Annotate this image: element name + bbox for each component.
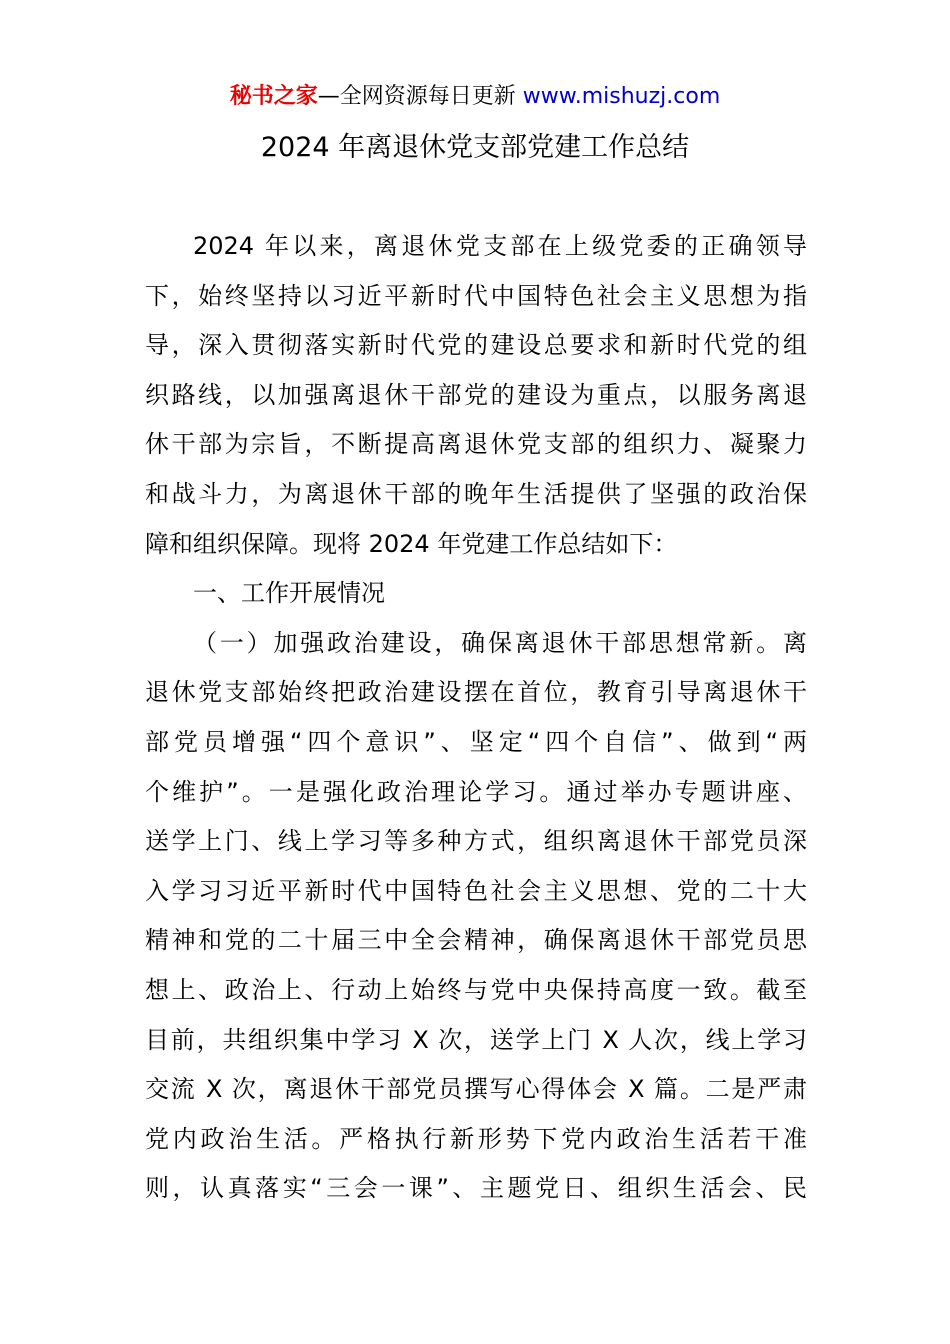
body-line: 目前，共组织集中学习 X 次，送学上门 X 人次，线上学习 [145,1025,807,1054]
body-line: 织路线，以加强离退休干部党的建设为重点，以服务离退 [145,380,807,409]
site-header [0,80,950,114]
body-line: 送学上门、线上学习等多种方式，组织离退休干部党员深 [145,827,807,856]
body-line: 想上、政治上、行动上始终与党中央保持高度一致。截至 [145,975,807,1004]
document-body [145,222,807,1214]
body-line: 休干部为宗旨，不断提高离退休党支部的组织力、凝聚力 [145,430,807,459]
body-line: 交流 X 次，离退休干部党员撰写心得体会 X 篇。二是严肃 [145,1075,807,1104]
body-line: 部党员增强“四个意识”、坚定“四个自信”、做到“两 [145,727,807,756]
body-line: 导，深入贯彻落实新时代党的建设总要求和新时代党的组 [145,331,807,360]
section-heading: 一、工作开展情况 [193,579,385,608]
body-line: 精神和党的二十届三中全会精神，确保离退休干部党员思 [145,926,807,955]
body-line: 个维护”。一是强化政治理论学习。通过举办专题讲座、 [145,777,807,806]
body-line: 下，始终坚持以习近平新时代中国特色社会主义思想为指 [145,281,807,310]
body-line: 2024 年以来，离退休党支部在上级党委的正确领导 [193,232,807,260]
document-title: 2024 年离退休党支部党建工作总结 [260,132,690,163]
site-tagline: —全网资源每日更新 [317,84,516,109]
body-line: 退休党支部始终把政治建设摆在首位，教育引导离退休干 [145,678,807,707]
body-line: 和战斗力，为离退休干部的晚年生活提供了坚强的政治保 [145,479,807,508]
body-line: 则，认真落实“三会一课”、主题党日、组织生活会、民 [145,1174,807,1203]
body-line: （一）加强政治建设，确保离退休干部思想常新。离 [193,628,807,657]
body-line: 党内政治生活。严格执行新形势下党内政治生活若干准 [145,1124,807,1153]
body-line: 障和组织保障。现将 2024 年党建工作总结如下： [145,529,678,558]
site-brand: 秘书之家 [229,84,318,109]
body-line: 入学习习近平新时代中国特色社会主义思想、党的二十大 [145,876,807,905]
site-url-link[interactable]: www.mishuzj.com [522,84,721,109]
